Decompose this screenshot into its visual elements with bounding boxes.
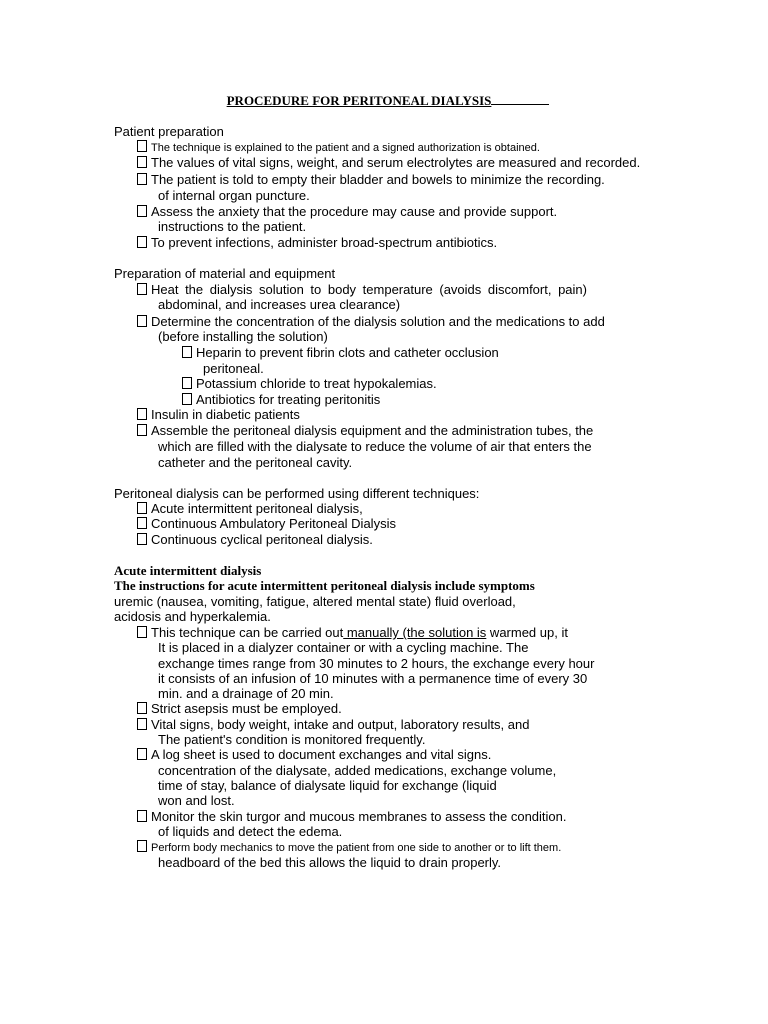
checkbox-glyph-icon xyxy=(137,236,147,248)
section-heading: Preparation of material and equipment xyxy=(114,266,336,281)
checkbox-glyph-icon xyxy=(182,346,192,358)
list-item-continuation: won and lost. xyxy=(158,793,235,808)
sub-list-item: Potassium chloride to treat hypokalemias. xyxy=(182,376,437,392)
section-heading: Acute intermittent dialysis xyxy=(114,563,262,578)
list-item-continuation: time of stay, balance of dialysate liquid for exchange (liquid xyxy=(158,778,497,793)
list-item-continuation: min. and a drainage of 20 min. xyxy=(158,686,334,701)
checkbox-glyph-icon xyxy=(137,315,147,327)
list-item: Insulin in diabetic patients xyxy=(137,407,300,423)
checkbox-glyph-icon xyxy=(137,748,147,760)
list-item-continuation: (before installing the solution) xyxy=(158,329,328,344)
list-item: The technique is explained to the patient and a signed authorization is obtained. xyxy=(137,140,540,156)
list-item-continuation: abdominal, and increases urea clearance) xyxy=(158,297,401,312)
paragraph-line: uremic (nausea, vomiting, fatigue, altered mental state) fluid overload, xyxy=(114,594,516,609)
list-item: Continuous cyclical peritoneal dialysis. xyxy=(137,532,373,548)
checkbox-glyph-icon xyxy=(137,810,147,822)
checkbox-glyph-icon xyxy=(137,840,147,852)
checkbox-glyph-icon xyxy=(137,424,147,436)
list-item: Heat the dialysis solution to body temperature (avoids discomfort, pain) xyxy=(137,282,587,298)
checkbox-glyph-icon xyxy=(137,502,147,514)
list-item: Monitor the skin turgor and mucous membranes to assess the condition. xyxy=(137,809,567,825)
list-item-continuation: headboard of the bed this allows the liquid to drain properly. xyxy=(158,855,502,870)
paragraph-line: acidosis and hyperkalemia. xyxy=(114,609,271,624)
checkbox-glyph-icon xyxy=(137,408,147,420)
list-item: This technique can be carried out manually (the solution is warmed up, it xyxy=(137,625,568,641)
checkbox-glyph-icon xyxy=(182,393,192,405)
list-item: Determine the concentration of the dialysis solution and the medications to add xyxy=(137,314,605,330)
list-item-continuation: The patient's condition is monitored frequently. xyxy=(158,732,426,747)
sub-list-item: Heparin to prevent fibrin clots and catheter occlusion xyxy=(182,345,499,361)
list-item-continuation: which are filled with the dialysate to reduce the volume of air that enters the xyxy=(158,439,592,454)
list-item: Acute intermittent peritoneal dialysis, xyxy=(137,501,363,517)
list-item: Perform body mechanics to move the patient from one side to another or to lift them. xyxy=(137,840,561,856)
section-heading: Peritoneal dialysis can be performed using different techniques: xyxy=(114,486,480,501)
list-item-continuation: instructions to the patient. xyxy=(158,219,307,234)
list-item: Vital signs, body weight, intake and output, laboratory results, and xyxy=(137,717,529,733)
list-item: The values of vital signs, weight, and serum electrolytes are measured and recorded. xyxy=(137,155,640,171)
checkbox-glyph-icon xyxy=(137,173,147,185)
checkbox-glyph-icon xyxy=(137,626,147,638)
checkbox-glyph-icon xyxy=(137,156,147,168)
sub-list-item-continuation: peritoneal. xyxy=(203,361,264,376)
checkbox-glyph-icon xyxy=(137,533,147,545)
list-item: To prevent infections, administer broad-spectrum antibiotics. xyxy=(137,235,497,251)
section-heading: Patient preparation xyxy=(114,124,224,139)
checkbox-glyph-icon xyxy=(137,718,147,730)
list-item-continuation: it consists of an infusion of 10 minutes with a permanence time of every 30 xyxy=(158,671,588,686)
list-item-continuation: of internal organ puncture. xyxy=(158,188,310,203)
list-item-continuation: exchange times range from 30 minutes to 2 hours, the exchange every hour xyxy=(158,656,595,671)
list-item: Strict asepsis must be employed. xyxy=(137,701,342,717)
sub-list-item: Antibiotics for treating peritonitis xyxy=(182,392,380,408)
list-item-continuation: of liquids and detect the edema. xyxy=(158,824,343,839)
list-item: Assemble the peritoneal dialysis equipment and the administration tubes, the xyxy=(137,423,593,439)
list-item: The patient is told to empty their bladder and bowels to minimize the recording. xyxy=(137,172,605,188)
list-item-continuation: It is placed in a dialyzer container or with a cycling machine. The xyxy=(158,640,529,655)
page-title: PROCEDURE FOR PERITONEAL DIALYSIS xyxy=(0,93,768,109)
checkbox-glyph-icon xyxy=(137,205,147,217)
bold-paragraph: The instructions for acute intermittent peritoneal dialysis include symptoms xyxy=(114,578,535,593)
list-item-continuation: catheter and the peritoneal cavity. xyxy=(158,455,353,470)
checkbox-glyph-icon xyxy=(137,517,147,529)
checkbox-glyph-icon xyxy=(137,702,147,714)
list-item-continuation: concentration of the dialysate, added medications, exchange volume, xyxy=(158,763,557,778)
list-item: Assess the anxiety that the procedure may cause and provide support. xyxy=(137,204,557,220)
list-item: A log sheet is used to document exchanges and vital signs. xyxy=(137,747,491,763)
checkbox-glyph-icon xyxy=(137,283,147,295)
checkbox-glyph-icon xyxy=(137,140,147,152)
checkbox-glyph-icon xyxy=(182,377,192,389)
list-item: Continuous Ambulatory Peritoneal Dialysis xyxy=(137,516,396,532)
